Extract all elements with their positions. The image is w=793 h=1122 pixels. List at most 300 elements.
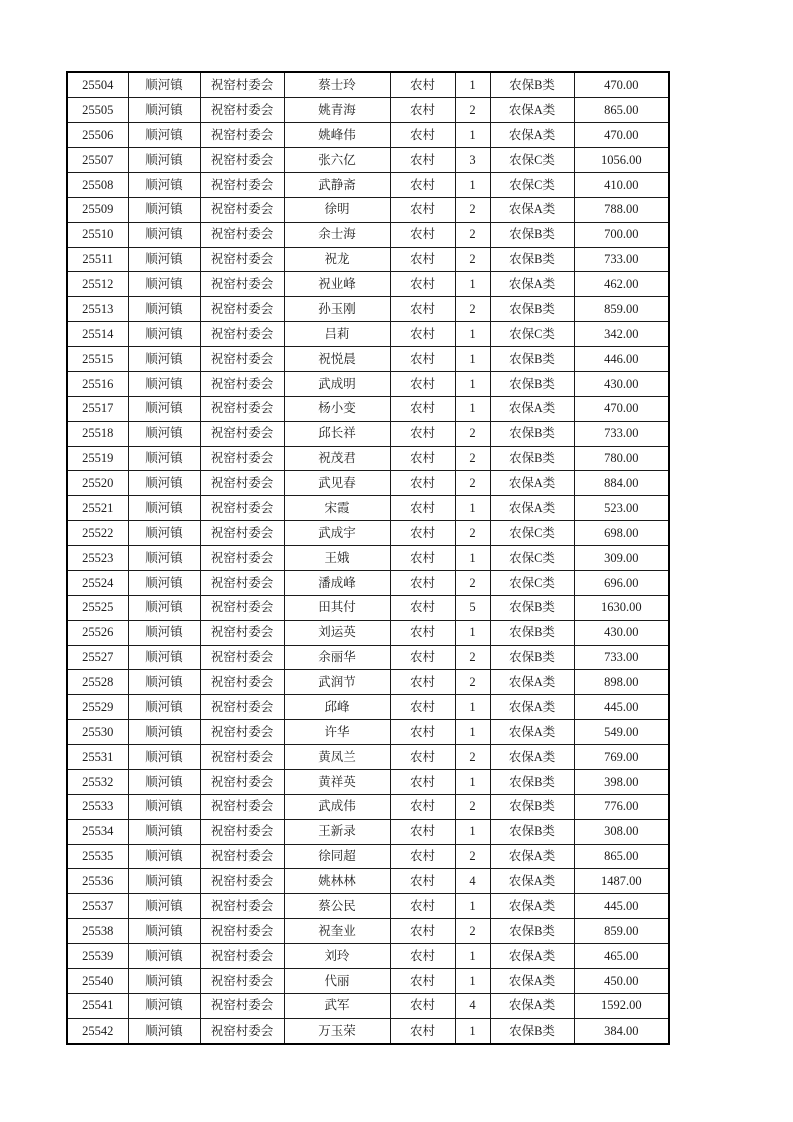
cell-name: 徐明 — [284, 197, 390, 222]
cell-amount: 776.00 — [574, 794, 669, 819]
cell-name: 祝龙 — [284, 247, 390, 272]
cell-record-id: 25515 — [67, 347, 128, 372]
cell-count: 1 — [455, 894, 490, 919]
cell-insurance-type: 农保A类 — [490, 396, 574, 421]
cell-village: 祝窑村委会 — [200, 197, 284, 222]
table-row — [67, 123, 669, 148]
cell-name: 武成宇 — [284, 521, 390, 546]
cell-name: 黄凤兰 — [284, 745, 390, 770]
cell-town: 顺河镇 — [128, 570, 200, 595]
cell-town: 顺河镇 — [128, 620, 200, 645]
cell-name: 杨小变 — [284, 396, 390, 421]
cell-count: 2 — [455, 222, 490, 247]
cell-name: 姚青海 — [284, 98, 390, 123]
cell-name: 徐同超 — [284, 844, 390, 869]
cell-record-id: 25507 — [67, 148, 128, 173]
table-row — [67, 297, 669, 322]
table-row — [67, 919, 669, 944]
cell-name: 刘运英 — [284, 620, 390, 645]
cell-amount: 700.00 — [574, 222, 669, 247]
cell-record-id: 25540 — [67, 968, 128, 993]
cell-count: 1 — [455, 695, 490, 720]
cell-category: 农村 — [390, 869, 455, 894]
table-row — [67, 421, 669, 446]
cell-town: 顺河镇 — [128, 396, 200, 421]
cell-record-id: 25524 — [67, 570, 128, 595]
cell-amount: 430.00 — [574, 620, 669, 645]
table-body — [67, 72, 669, 1044]
cell-town: 顺河镇 — [128, 794, 200, 819]
cell-village: 祝窑村委会 — [200, 98, 284, 123]
cell-count: 2 — [455, 521, 490, 546]
cell-village: 祝窑村委会 — [200, 869, 284, 894]
cell-record-id: 25531 — [67, 745, 128, 770]
cell-town: 顺河镇 — [128, 222, 200, 247]
cell-village: 祝窑村委会 — [200, 471, 284, 496]
table-row — [67, 894, 669, 919]
cell-count: 2 — [455, 645, 490, 670]
cell-amount: 470.00 — [574, 123, 669, 148]
cell-name: 余士海 — [284, 222, 390, 247]
cell-insurance-type: 农保A类 — [490, 272, 574, 297]
cell-record-id: 25511 — [67, 247, 128, 272]
cell-name: 邱长祥 — [284, 421, 390, 446]
cell-town: 顺河镇 — [128, 297, 200, 322]
cell-name: 邱峰 — [284, 695, 390, 720]
cell-town: 顺河镇 — [128, 148, 200, 173]
cell-amount: 859.00 — [574, 297, 669, 322]
cell-count: 2 — [455, 98, 490, 123]
cell-amount: 308.00 — [574, 819, 669, 844]
cell-name: 武军 — [284, 993, 390, 1018]
cell-category: 农村 — [390, 993, 455, 1018]
cell-count: 1 — [455, 720, 490, 745]
cell-village: 祝窑村委会 — [200, 570, 284, 595]
table-row — [67, 371, 669, 396]
cell-category: 农村 — [390, 944, 455, 969]
cell-amount: 450.00 — [574, 968, 669, 993]
cell-category: 农村 — [390, 695, 455, 720]
cell-count: 2 — [455, 570, 490, 595]
cell-category: 农村 — [390, 172, 455, 197]
cell-town: 顺河镇 — [128, 247, 200, 272]
cell-town: 顺河镇 — [128, 968, 200, 993]
cell-count: 1 — [455, 496, 490, 521]
cell-town: 顺河镇 — [128, 72, 200, 98]
cell-record-id: 25532 — [67, 769, 128, 794]
cell-record-id: 25509 — [67, 197, 128, 222]
cell-village: 祝窑村委会 — [200, 968, 284, 993]
cell-count: 1 — [455, 546, 490, 571]
cell-count: 2 — [455, 794, 490, 819]
cell-village: 祝窑村委会 — [200, 720, 284, 745]
cell-name: 武静斋 — [284, 172, 390, 197]
cell-record-id: 25519 — [67, 446, 128, 471]
cell-amount: 788.00 — [574, 197, 669, 222]
cell-town: 顺河镇 — [128, 595, 200, 620]
cell-insurance-type: 农保B类 — [490, 347, 574, 372]
cell-insurance-type: 农保B类 — [490, 297, 574, 322]
cell-insurance-type: 农保A类 — [490, 197, 574, 222]
cell-amount: 470.00 — [574, 72, 669, 98]
cell-name: 潘成峰 — [284, 570, 390, 595]
cell-name: 宋霞 — [284, 496, 390, 521]
cell-village: 祝窑村委会 — [200, 446, 284, 471]
table-row — [67, 197, 669, 222]
cell-insurance-type: 农保A类 — [490, 993, 574, 1018]
cell-amount: 733.00 — [574, 247, 669, 272]
cell-amount: 470.00 — [574, 396, 669, 421]
cell-name: 祝悦晨 — [284, 347, 390, 372]
cell-category: 农村 — [390, 421, 455, 446]
cell-town: 顺河镇 — [128, 720, 200, 745]
cell-category: 农村 — [390, 297, 455, 322]
cell-category: 农村 — [390, 794, 455, 819]
cell-category: 农村 — [390, 446, 455, 471]
cell-village: 祝窑村委会 — [200, 421, 284, 446]
table-row — [67, 496, 669, 521]
table-row — [67, 72, 669, 98]
cell-insurance-type: 农保A类 — [490, 869, 574, 894]
cell-record-id: 25526 — [67, 620, 128, 645]
cell-name: 蔡公民 — [284, 894, 390, 919]
cell-record-id: 25513 — [67, 297, 128, 322]
cell-insurance-type: 农保A类 — [490, 670, 574, 695]
cell-town: 顺河镇 — [128, 471, 200, 496]
cell-count: 5 — [455, 595, 490, 620]
cell-name: 万玉荣 — [284, 1018, 390, 1044]
cell-village: 祝窑村委会 — [200, 645, 284, 670]
cell-name: 代丽 — [284, 968, 390, 993]
table-row — [67, 819, 669, 844]
cell-village: 祝窑村委会 — [200, 944, 284, 969]
cell-village: 祝窑村委会 — [200, 222, 284, 247]
cell-record-id: 25523 — [67, 546, 128, 571]
cell-town: 顺河镇 — [128, 123, 200, 148]
cell-amount: 446.00 — [574, 347, 669, 372]
cell-town: 顺河镇 — [128, 421, 200, 446]
cell-insurance-type: 农保A类 — [490, 98, 574, 123]
cell-town: 顺河镇 — [128, 745, 200, 770]
cell-amount: 865.00 — [574, 98, 669, 123]
cell-category: 农村 — [390, 123, 455, 148]
cell-village: 祝窑村委会 — [200, 148, 284, 173]
table-row — [67, 595, 669, 620]
cell-count: 1 — [455, 272, 490, 297]
cell-amount: 549.00 — [574, 720, 669, 745]
cell-insurance-type: 农保B类 — [490, 595, 574, 620]
cell-count: 2 — [455, 197, 490, 222]
cell-category: 农村 — [390, 396, 455, 421]
cell-amount: 1630.00 — [574, 595, 669, 620]
cell-village: 祝窑村委会 — [200, 322, 284, 347]
cell-insurance-type: 农保B类 — [490, 371, 574, 396]
cell-record-id: 25521 — [67, 496, 128, 521]
cell-insurance-type: 农保A类 — [490, 471, 574, 496]
cell-village: 祝窑村委会 — [200, 1018, 284, 1044]
cell-record-id: 25505 — [67, 98, 128, 123]
cell-record-id: 25530 — [67, 720, 128, 745]
cell-town: 顺河镇 — [128, 1018, 200, 1044]
table-row — [67, 471, 669, 496]
cell-amount: 1487.00 — [574, 869, 669, 894]
cell-village: 祝窑村委会 — [200, 72, 284, 98]
cell-count: 1 — [455, 1018, 490, 1044]
cell-record-id: 25538 — [67, 919, 128, 944]
cell-town: 顺河镇 — [128, 172, 200, 197]
cell-village: 祝窑村委会 — [200, 794, 284, 819]
cell-town: 顺河镇 — [128, 496, 200, 521]
cell-record-id: 25529 — [67, 695, 128, 720]
cell-amount: 865.00 — [574, 844, 669, 869]
table-row — [67, 446, 669, 471]
cell-name: 孙玉刚 — [284, 297, 390, 322]
table-row — [67, 347, 669, 372]
cell-insurance-type: 农保A类 — [490, 496, 574, 521]
cell-count: 2 — [455, 745, 490, 770]
cell-category: 农村 — [390, 769, 455, 794]
cell-name: 姚峰伟 — [284, 123, 390, 148]
cell-town: 顺河镇 — [128, 993, 200, 1018]
cell-town: 顺河镇 — [128, 446, 200, 471]
cell-village: 祝窑村委会 — [200, 670, 284, 695]
cell-town: 顺河镇 — [128, 521, 200, 546]
table-row — [67, 720, 669, 745]
cell-village: 祝窑村委会 — [200, 745, 284, 770]
cell-insurance-type: 农保B类 — [490, 421, 574, 446]
cell-category: 农村 — [390, 222, 455, 247]
cell-record-id: 25533 — [67, 794, 128, 819]
cell-category: 农村 — [390, 1018, 455, 1044]
cell-insurance-type: 农保B类 — [490, 620, 574, 645]
cell-village: 祝窑村委会 — [200, 521, 284, 546]
cell-category: 农村 — [390, 595, 455, 620]
cell-insurance-type: 农保B类 — [490, 1018, 574, 1044]
cell-count: 2 — [455, 446, 490, 471]
cell-village: 祝窑村委会 — [200, 919, 284, 944]
cell-village: 祝窑村委会 — [200, 695, 284, 720]
cell-category: 农村 — [390, 919, 455, 944]
cell-category: 农村 — [390, 322, 455, 347]
cell-insurance-type: 农保C类 — [490, 148, 574, 173]
cell-village: 祝窑村委会 — [200, 396, 284, 421]
cell-record-id: 25528 — [67, 670, 128, 695]
cell-count: 1 — [455, 620, 490, 645]
cell-record-id: 25539 — [67, 944, 128, 969]
table-row — [67, 546, 669, 571]
cell-insurance-type: 农保B类 — [490, 446, 574, 471]
cell-village: 祝窑村委会 — [200, 172, 284, 197]
cell-name: 武成伟 — [284, 794, 390, 819]
cell-insurance-type: 农保B类 — [490, 645, 574, 670]
cell-town: 顺河镇 — [128, 197, 200, 222]
cell-name: 张六亿 — [284, 148, 390, 173]
cell-insurance-type: 农保B类 — [490, 247, 574, 272]
cell-amount: 769.00 — [574, 745, 669, 770]
cell-insurance-type: 农保A类 — [490, 844, 574, 869]
cell-amount: 384.00 — [574, 1018, 669, 1044]
cell-amount: 898.00 — [574, 670, 669, 695]
cell-category: 农村 — [390, 347, 455, 372]
cell-count: 1 — [455, 371, 490, 396]
cell-name: 黄祥英 — [284, 769, 390, 794]
cell-amount: 859.00 — [574, 919, 669, 944]
table-row — [67, 645, 669, 670]
cell-village: 祝窑村委会 — [200, 347, 284, 372]
table-row — [67, 521, 669, 546]
cell-town: 顺河镇 — [128, 894, 200, 919]
cell-amount: 462.00 — [574, 272, 669, 297]
cell-insurance-type: 农保B类 — [490, 222, 574, 247]
cell-amount: 1056.00 — [574, 148, 669, 173]
cell-record-id: 25541 — [67, 993, 128, 1018]
cell-town: 顺河镇 — [128, 769, 200, 794]
cell-record-id: 25534 — [67, 819, 128, 844]
cell-count: 2 — [455, 297, 490, 322]
cell-amount: 309.00 — [574, 546, 669, 571]
cell-category: 农村 — [390, 371, 455, 396]
cell-village: 祝窑村委会 — [200, 297, 284, 322]
cell-record-id: 25504 — [67, 72, 128, 98]
cell-village: 祝窑村委会 — [200, 819, 284, 844]
cell-insurance-type: 农保A类 — [490, 720, 574, 745]
cell-village: 祝窑村委会 — [200, 620, 284, 645]
cell-count: 1 — [455, 968, 490, 993]
cell-town: 顺河镇 — [128, 322, 200, 347]
cell-insurance-type: 农保A类 — [490, 968, 574, 993]
table-row — [67, 844, 669, 869]
cell-count: 1 — [455, 944, 490, 969]
table-row — [67, 620, 669, 645]
cell-record-id: 25512 — [67, 272, 128, 297]
table-row — [67, 570, 669, 595]
cell-insurance-type: 农保B类 — [490, 819, 574, 844]
table-row — [67, 222, 669, 247]
cell-category: 农村 — [390, 570, 455, 595]
table-row — [67, 794, 669, 819]
cell-name: 田其付 — [284, 595, 390, 620]
cell-village: 祝窑村委会 — [200, 894, 284, 919]
cell-category: 农村 — [390, 819, 455, 844]
cell-record-id: 25520 — [67, 471, 128, 496]
cell-record-id: 25537 — [67, 894, 128, 919]
cell-town: 顺河镇 — [128, 546, 200, 571]
cell-town: 顺河镇 — [128, 645, 200, 670]
cell-record-id: 25508 — [67, 172, 128, 197]
cell-village: 祝窑村委会 — [200, 247, 284, 272]
cell-insurance-type: 农保A类 — [490, 745, 574, 770]
cell-record-id: 25522 — [67, 521, 128, 546]
cell-town: 顺河镇 — [128, 272, 200, 297]
table-row — [67, 172, 669, 197]
cell-amount: 445.00 — [574, 695, 669, 720]
cell-village: 祝窑村委会 — [200, 496, 284, 521]
cell-category: 农村 — [390, 670, 455, 695]
cell-village: 祝窑村委会 — [200, 595, 284, 620]
table-row — [67, 396, 669, 421]
cell-record-id: 25542 — [67, 1018, 128, 1044]
cell-count: 2 — [455, 919, 490, 944]
cell-amount: 733.00 — [574, 421, 669, 446]
table-row — [67, 322, 669, 347]
cell-name: 吕莉 — [284, 322, 390, 347]
table-row — [67, 695, 669, 720]
table-row — [67, 98, 669, 123]
cell-amount: 445.00 — [574, 894, 669, 919]
cell-village: 祝窑村委会 — [200, 123, 284, 148]
cell-town: 顺河镇 — [128, 844, 200, 869]
cell-town: 顺河镇 — [128, 670, 200, 695]
cell-record-id: 25510 — [67, 222, 128, 247]
cell-insurance-type: 农保B类 — [490, 919, 574, 944]
cell-name: 武润节 — [284, 670, 390, 695]
cell-town: 顺河镇 — [128, 919, 200, 944]
cell-amount: 342.00 — [574, 322, 669, 347]
cell-category: 农村 — [390, 247, 455, 272]
table-row — [67, 745, 669, 770]
cell-amount: 696.00 — [574, 570, 669, 595]
cell-insurance-type: 农保C类 — [490, 521, 574, 546]
insurance-records-table — [66, 71, 670, 1045]
table-row — [67, 247, 669, 272]
cell-count: 1 — [455, 819, 490, 844]
cell-amount: 780.00 — [574, 446, 669, 471]
cell-name: 祝茂君 — [284, 446, 390, 471]
cell-name: 武见春 — [284, 471, 390, 496]
cell-category: 农村 — [390, 496, 455, 521]
cell-insurance-type: 农保A类 — [490, 695, 574, 720]
cell-village: 祝窑村委会 — [200, 371, 284, 396]
cell-town: 顺河镇 — [128, 98, 200, 123]
cell-record-id: 25518 — [67, 421, 128, 446]
cell-category: 农村 — [390, 645, 455, 670]
cell-amount: 1592.00 — [574, 993, 669, 1018]
cell-insurance-type: 农保A类 — [490, 894, 574, 919]
cell-name: 蔡士玲 — [284, 72, 390, 98]
table-row — [67, 968, 669, 993]
cell-count: 4 — [455, 869, 490, 894]
cell-category: 农村 — [390, 968, 455, 993]
cell-town: 顺河镇 — [128, 347, 200, 372]
cell-category: 农村 — [390, 471, 455, 496]
cell-record-id: 25517 — [67, 396, 128, 421]
cell-count: 3 — [455, 148, 490, 173]
cell-category: 农村 — [390, 272, 455, 297]
table-row — [67, 944, 669, 969]
cell-category: 农村 — [390, 72, 455, 98]
cell-name: 王新录 — [284, 819, 390, 844]
table-row — [67, 272, 669, 297]
cell-name: 姚林林 — [284, 869, 390, 894]
cell-category: 农村 — [390, 720, 455, 745]
cell-record-id: 25527 — [67, 645, 128, 670]
cell-record-id: 25514 — [67, 322, 128, 347]
cell-amount: 884.00 — [574, 471, 669, 496]
cell-amount: 410.00 — [574, 172, 669, 197]
cell-count: 1 — [455, 769, 490, 794]
cell-count: 2 — [455, 670, 490, 695]
cell-count: 1 — [455, 72, 490, 98]
table-row — [67, 1018, 669, 1044]
cell-count: 1 — [455, 396, 490, 421]
cell-village: 祝窑村委会 — [200, 993, 284, 1018]
cell-category: 农村 — [390, 197, 455, 222]
cell-insurance-type: 农保C类 — [490, 322, 574, 347]
cell-category: 农村 — [390, 745, 455, 770]
cell-record-id: 25535 — [67, 844, 128, 869]
cell-name: 刘玲 — [284, 944, 390, 969]
cell-record-id: 25506 — [67, 123, 128, 148]
